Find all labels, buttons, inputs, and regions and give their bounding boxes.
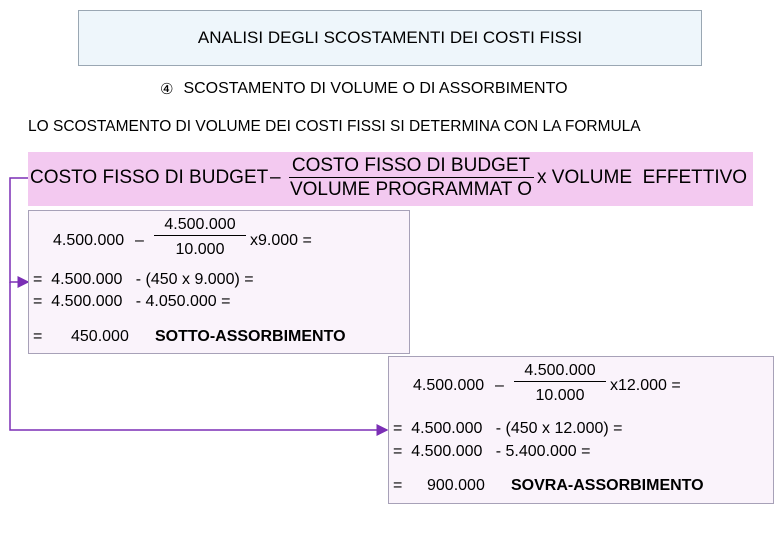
formula-denominator: VOLUME PROGRAMMAT O: [289, 179, 533, 200]
example1-fraction: [151, 217, 249, 258]
fraction-bar: [514, 381, 606, 382]
example2-step2: = 4.500.000 - 5.400.000 =: [393, 443, 591, 460]
page-title: ANALISI DEGLI SCOSTAMENTI DEI COSTI FISSI: [197, 28, 583, 47]
example2-result-label: SOVRA-ASSORBIMENTO: [511, 477, 704, 494]
formula-minus: –: [270, 167, 281, 188]
example1-numerator: 4.500.000: [164, 216, 236, 233]
example1-result-equals: =: [33, 328, 43, 345]
formula-numerator: COSTO FISSO DI BUDGET: [291, 155, 531, 176]
example1-multiplier: x9.000 =: [250, 232, 312, 249]
intro-text: LO SCOSTAMENTO DI VOLUME DEI COSTI FISSI SI DETERMINA CON LA FORMULA: [28, 118, 641, 135]
example2-result-equals: =: [393, 477, 403, 494]
formula-right-term: x VOLUME EFFETTIVO: [537, 167, 748, 188]
formula-left-term: COSTO FISSO DI BUDGET: [30, 167, 269, 188]
example2-lead: 4.500.000: [413, 377, 485, 394]
example1-result-value: 450.000: [71, 328, 129, 345]
example2-numerator: 4.500.000: [524, 362, 596, 379]
example2-minus: –: [495, 377, 504, 394]
example1-denominator: 10.000: [175, 241, 225, 258]
example-box-under-absorption: [28, 210, 410, 354]
example1-minus: –: [135, 232, 144, 249]
example1-step1: = 4.500.000 - (450 x 9.000) =: [33, 271, 254, 288]
example2-step1: = 4.500.000 - (450 x 12.000) =: [393, 420, 623, 437]
section-heading-text: SCOSTAMENTO DI VOLUME O DI ASSORBIMENTO: [183, 80, 568, 97]
example1-step2: = 4.500.000 - 4.050.000 =: [33, 293, 231, 310]
example2-result-value: 900.000: [427, 477, 485, 494]
example1-lead: 4.500.000: [53, 232, 125, 249]
numbered-bullet-icon: ④: [160, 81, 174, 98]
fraction-bar: [154, 235, 246, 236]
example2-multiplier: x12.000 =: [610, 377, 681, 394]
example-box-over-absorption: [388, 356, 774, 504]
example2-denominator: 10.000: [535, 387, 585, 404]
example2-fraction: [511, 363, 609, 404]
example1-result-label: SOTTO-ASSORBIMENTO: [155, 328, 346, 345]
